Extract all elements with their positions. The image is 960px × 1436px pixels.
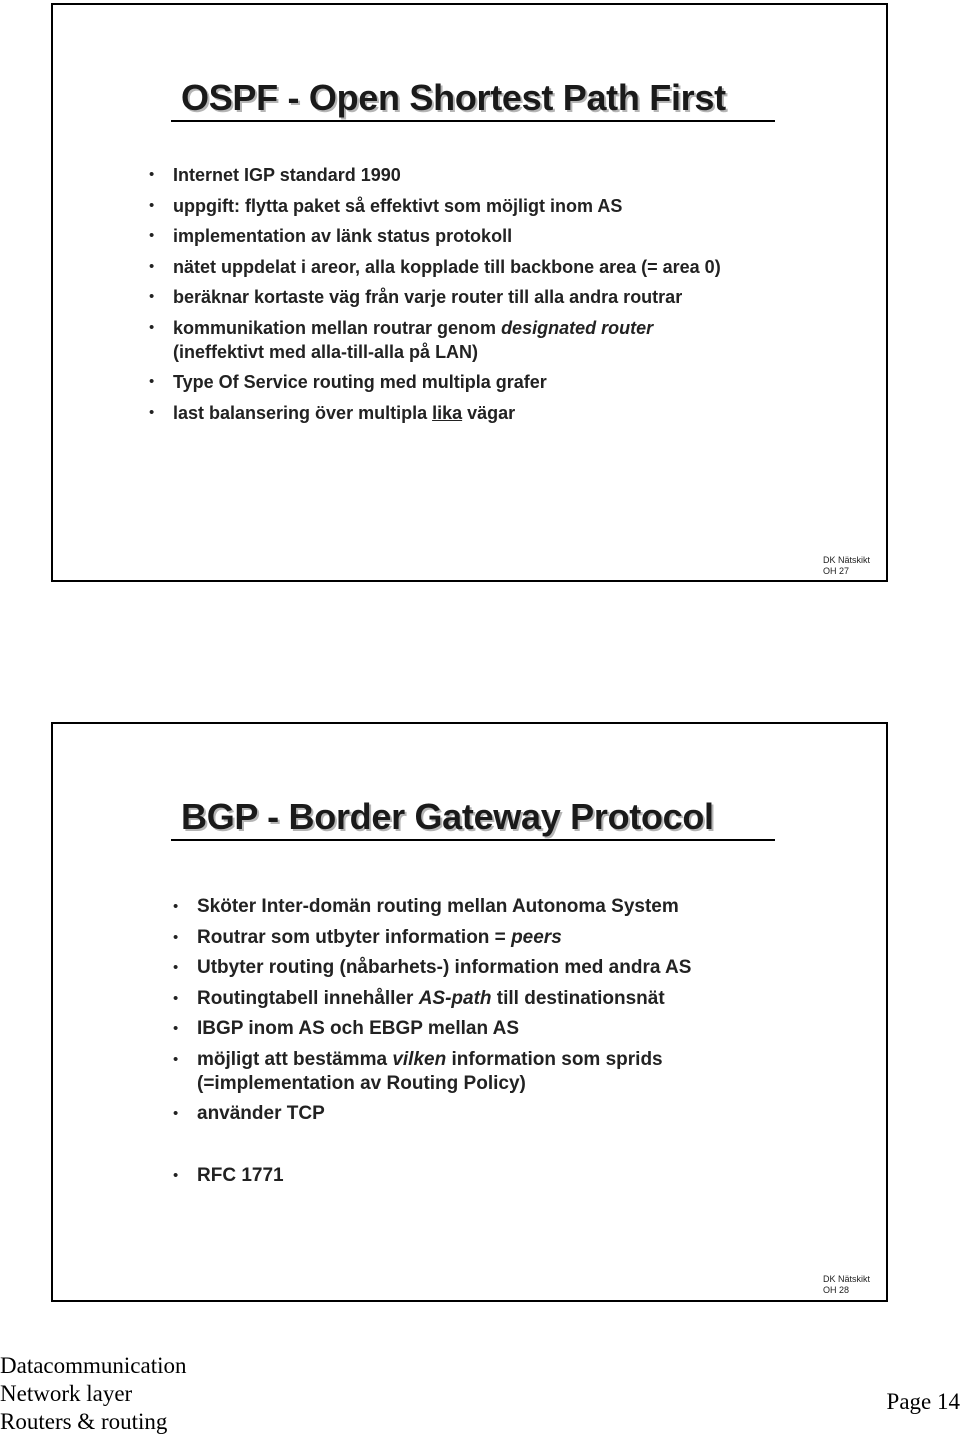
list-item: • möjligt att bestämma vilken information som sprids (=implementation av Routing Policy): [173, 1048, 691, 1096]
emphasis-text: designated router: [501, 317, 654, 338]
slide-footer: [823, 555, 870, 577]
footer-slide-number: OH 28: [823, 1285, 850, 1295]
slide-title: BGP - Border Gateway Protocol: [181, 796, 714, 837]
footer-slide-number: OH 27: [823, 566, 850, 576]
list-item: • Type Of Service routing med multipla grafer: [149, 370, 721, 394]
list-item: • Routrar som utbyter information = peers: [173, 926, 691, 950]
title-underline: [171, 120, 775, 122]
list-item: • last balansering över multipla lika vägar: [149, 401, 721, 425]
list-item: • beräknar kortaste väg från varje router till alla andra routrar: [149, 285, 721, 309]
title-underline: [171, 839, 775, 841]
list-item: • implementation av länk status protokoll: [149, 224, 721, 248]
list-item: • kommunikation mellan routrar genom designated router (ineffektivt med alla-till-alla på LAN): [149, 316, 721, 364]
page-footer: [0, 1352, 187, 1436]
list-item: • Internet IGP standard 1990: [149, 163, 721, 187]
list-item: • Utbyter routing (nåbarhets-) information med andra AS: [173, 956, 691, 980]
list-item: • RFC 1771: [173, 1164, 691, 1188]
footer-topic-title: Routers & routing: [0, 1409, 168, 1434]
footer-course-title: Datacommunication: [0, 1353, 187, 1378]
bullet-list: [149, 163, 721, 431]
emphasis-text: AS-path: [418, 987, 492, 1009]
footer-section-title: Network layer: [0, 1381, 133, 1406]
footer-course: DK Nätskikt: [823, 555, 871, 565]
slide-bgp: [51, 722, 888, 1302]
page-number: Page 14: [886, 1389, 960, 1414]
emphasis-text: peers: [511, 926, 562, 948]
list-item: • använder TCP: [173, 1102, 691, 1126]
footer-course: DK Nätskikt: [823, 1274, 871, 1284]
slide-title: OSPF - Open Shortest Path First: [181, 77, 726, 118]
list-item: • nätet uppdelat i areor, alla kopplade till backbone area (= area 0): [149, 255, 721, 279]
bullet-list: [173, 895, 691, 1195]
list-item: • Routingtabell innehåller AS-path till destinationsnät: [173, 987, 691, 1011]
list-item: • uppgift: flytta paket så effektivt som möjligt inom AS: [149, 194, 721, 218]
emphasis-text: vilken: [392, 1048, 447, 1070]
slide-ospf: [51, 3, 888, 582]
slide-footer: [823, 1274, 870, 1296]
list-item: • IBGP inom AS och EBGP mellan AS: [173, 1017, 691, 1041]
list-item: • Sköter Inter-domän routing mellan Autonoma System: [173, 895, 691, 919]
underlined-text: lika: [432, 402, 463, 423]
